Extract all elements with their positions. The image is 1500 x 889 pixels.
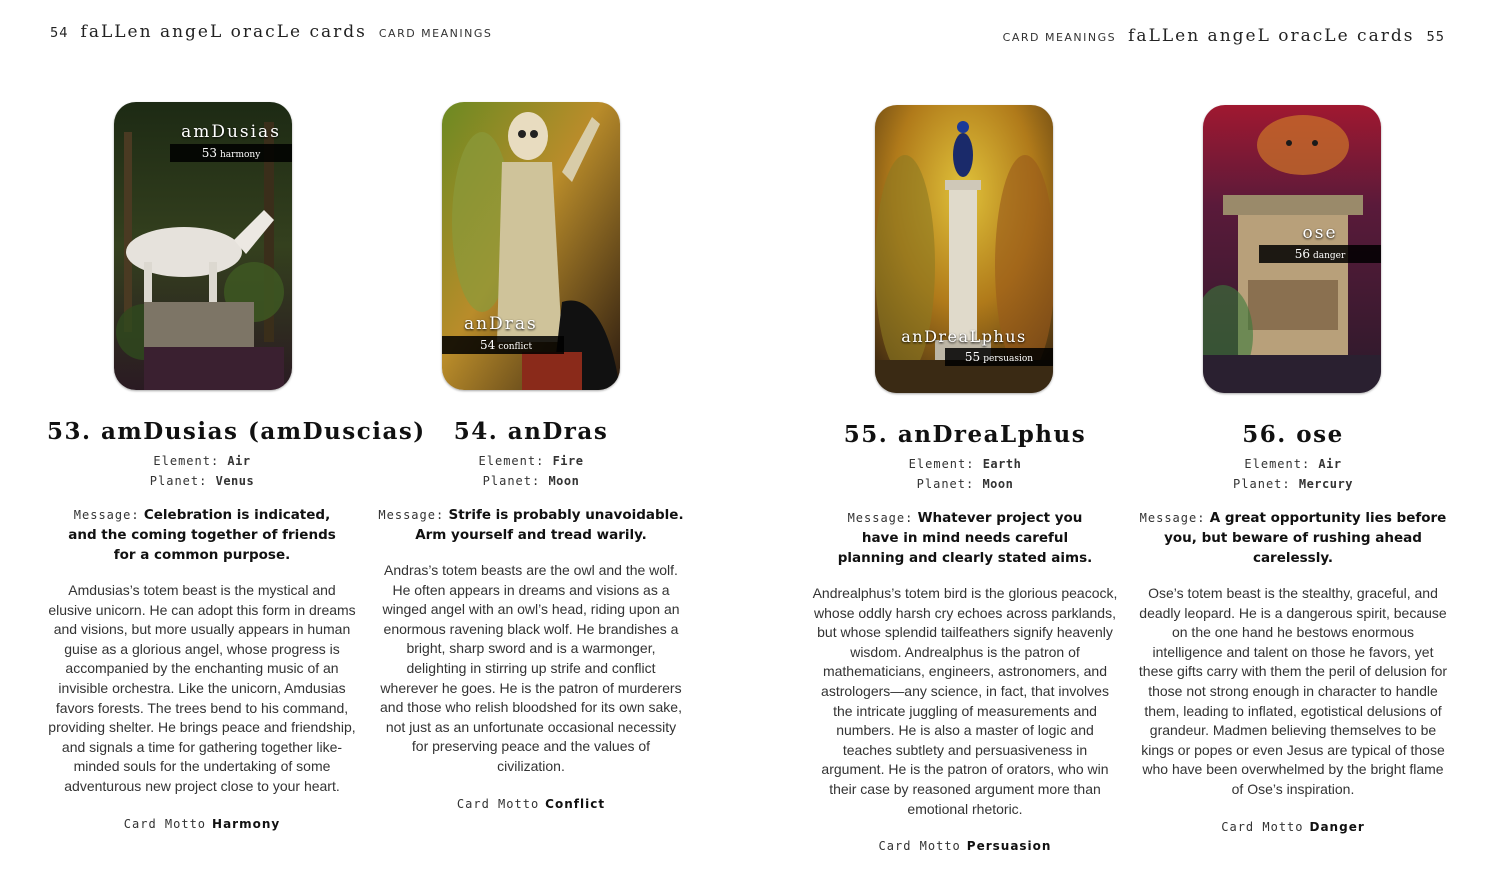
message-block — [810, 508, 1120, 568]
element-value: Earth — [982, 457, 1022, 471]
card-keyword: conflict — [498, 342, 533, 352]
entry-amdusias — [47, 418, 426, 831]
card-keyword: persuasion — [983, 354, 1034, 364]
card-motto: Card Motto Conflict — [456, 796, 606, 811]
card-number: 53 — [201, 146, 217, 160]
card-name: ose — [1302, 223, 1338, 243]
card-name: anDreaLphus — [901, 327, 1027, 346]
motto-value: Danger — [1309, 819, 1365, 834]
description-text: Andras’s totem beasts are the owl and the wolf. He often appears in dreams and visions as a winged angel with an owl’s head, riding upon an enormous ravening black wolf. He brandishes a bright, sharp sword and is a warmonger, delighting in stirring up strife and conflict wherever he goes. He is the patron of murderers and those who relish bloodshed for its own sake, not just as an unfortunate occasional necessity for preserving peace and the values of civilization. — [380, 562, 682, 774]
left-section-label: CARD MEANINGS — [378, 27, 493, 40]
motto-value: Persuasion — [966, 839, 1052, 854]
left-page-number: 54 — [50, 26, 69, 41]
right-page-number: 55 — [1426, 30, 1445, 45]
message-label: Message: — [73, 508, 140, 522]
card-name: amDusias — [181, 122, 281, 142]
element-line: Element: Fire — [478, 454, 584, 468]
element-value: Air — [1318, 457, 1342, 471]
entry-title: 54. anDras — [453, 418, 609, 445]
right-section-label: CARD MEANINGS — [1002, 31, 1117, 44]
entry-andras — [377, 418, 685, 811]
element-value: Air — [227, 454, 251, 468]
message-text: Strife is probably unavoidable. Arm yourself and tread warily. — [415, 507, 684, 543]
card-motto: Card Motto Harmony — [123, 816, 281, 831]
left-book-title: faLLen angeL oracLe cards — [80, 22, 367, 42]
card-number: 56 — [1294, 247, 1310, 261]
planet-value: Mercury — [1298, 477, 1353, 491]
description-text: Amdusias’s totem beast is the mystical and elusive unicorn. He can adopt this form in dreams and visions, but more usually appears in human guise as a glorious angel, whose progress is accompanied by the enchanting music of an invisible orchestra. Like the unicorn, Amdusias favors forests. The trees bend to his command, providing shelter. He brings peace and friendship, and signals a time for gathering together like-minded souls for the undertaking of some adventurous new project close to your heart. — [48, 582, 356, 794]
element-line: Element: Air — [1244, 457, 1342, 471]
entry-title: 55. anDreaLphus — [843, 421, 1087, 448]
description-text: Andrealphus’s totem bird is the glorious peacock, whose oddly harsh cry echoes across parklands, but whose splendid tailfeathers signify heavenly wisdom. Andrealphus is the patron of mathematicians, engineers, astronomers, and astrologers—any science, in fact, that involves the intricate juggling of measurements and numbers. He is also a master of logic and teaches subtlety and persuasiveness in argument. He is the patron of orators, who win their case by reasoned argument more than emotional rhetoric. — [812, 585, 1118, 817]
description-text: Ose’s totem beast is the stealthy, graceful, and deadly leopard. He is a dangerous spirit, because on the one hand he bestows enormous intelligence and talent on those he favors, yet these gifts carry with them the peril of delusion for those not strong enough in character to handle them, leading to inflated, egotistical delusions of grandeur. Madmen believing themselves to be kings or popes or even Jesus are typical of those who have been overwhelmed by the bright flame of Ose’s inspiration. — [1138, 585, 1448, 797]
planet-line: Planet: Mercury — [1233, 477, 1353, 491]
message-text: Celebration is indicated, and the coming together of friends for a common purpose. — [68, 507, 336, 563]
message-label: Message: — [1139, 511, 1206, 525]
card-image-andrealphus — [875, 105, 1053, 393]
card-plate-andras — [442, 314, 620, 354]
card-plate-ose — [1259, 223, 1381, 263]
planet-value: Venus — [215, 474, 255, 488]
entry-title: 56. ose — [1242, 421, 1344, 448]
card-keyword: harmony — [219, 150, 261, 160]
planet-line: Planet: Moon — [916, 477, 1014, 491]
card-motto: Card Motto Persuasion — [878, 839, 1052, 854]
card-motto: Card Motto Danger — [1221, 819, 1365, 834]
motto-value: Harmony — [212, 816, 281, 831]
planet-value: Moon — [982, 477, 1014, 491]
message-label: Message: — [378, 508, 445, 522]
message-block — [1138, 508, 1448, 568]
right-book-title: faLLen angeL oracLe cards — [1128, 26, 1415, 46]
card-image-ose — [1203, 105, 1381, 393]
left-page-header — [50, 22, 492, 42]
planet-line: Planet: Moon — [482, 474, 580, 488]
planet-line: Planet: Venus — [149, 474, 255, 488]
message-block — [377, 505, 685, 545]
message-block — [47, 505, 357, 565]
entry-title: 53. amDusias (amDuscias) — [47, 418, 426, 445]
entry-ose — [1138, 421, 1448, 834]
message-label: Message: — [847, 511, 914, 525]
card-number: 55 — [964, 350, 981, 364]
card-number: 54 — [480, 338, 496, 352]
element-value: Fire — [552, 454, 584, 468]
card-keyword: danger — [1312, 251, 1346, 261]
entry-andrealphus — [810, 421, 1120, 853]
message-text: Whatever project you have in mind needs careful planning and clearly stated aims. — [837, 510, 1093, 566]
card-image-amdusias — [114, 102, 292, 390]
card-plate-amdusias — [170, 122, 292, 162]
planet-value: Moon — [548, 474, 580, 488]
card-plate-andrealphus — [875, 327, 1053, 366]
card-image-andras — [442, 102, 620, 390]
message-text: A great opportunity lies before you, but beware of rushing ahead carelessly. — [1164, 510, 1447, 566]
motto-value: Conflict — [545, 796, 606, 811]
right-page-header — [1003, 26, 1445, 46]
element-line: Element: Air — [153, 454, 251, 468]
element-line: Element: Earth — [908, 457, 1022, 471]
card-name: anDras — [464, 314, 538, 334]
